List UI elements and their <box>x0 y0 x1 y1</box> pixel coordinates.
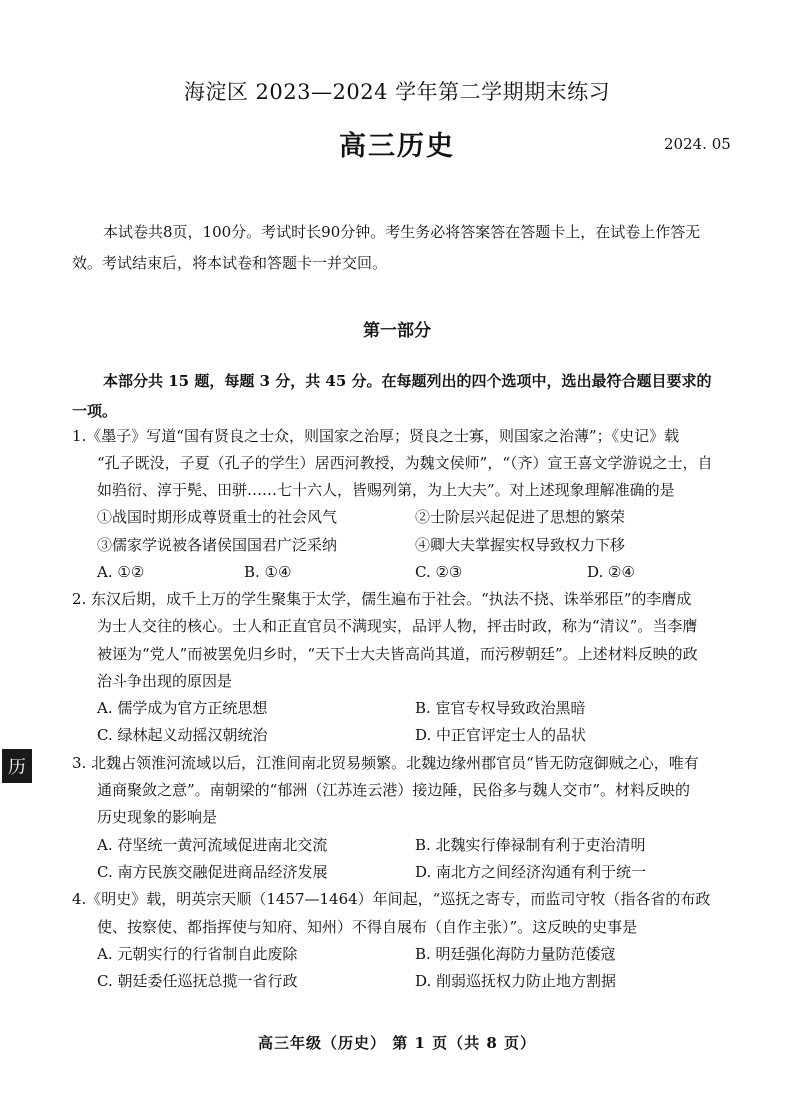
q1-option-b: B. ①④ <box>244 563 292 581</box>
q2-stem-line-4: 治斗争出现的原因是 <box>97 672 233 690</box>
section-title: 第一部分 <box>363 321 431 341</box>
q3-stem-line-3: 历史现象的影响是 <box>97 808 218 826</box>
q2-option-b: B. 宦官专权导致政治黑暗 <box>415 699 586 717</box>
q2-option-d: D. 中正官评定士人的品状 <box>415 726 587 744</box>
q2-stem-line-3: 被诬为“党人”而被罢免归乡时，“天下士大夫皆高尚其道，而污秽朝廷”。上述材料反映的政 <box>97 645 698 663</box>
q1-stem-line-1: 1.《墨子》写道“国有贤良之士众，则国家之治厚；贤良之士寡，则国家之治薄”；《史记》载 <box>72 427 680 445</box>
q1-statement-3: ③儒家学说被各诸侯国国君广泛采纳 <box>97 536 338 554</box>
q3-option-a: A. 苻坚统一黄河流域促进南北交流 <box>97 836 328 854</box>
q3-option-d: D. 南北方之间经济沟通有利于统一 <box>415 863 647 881</box>
q4-option-b: B. 明廷强化海防力量防范倭寇 <box>415 945 616 963</box>
q2-stem-line-1: 2. 东汉后期，成千上万的学生聚集于太学，儒生遍布于社会。“执法不挠、诛举邪臣”的李膺成 <box>72 590 692 608</box>
q1-option-d: D. ②④ <box>587 563 635 581</box>
q4-option-c: C. 朝廷委任巡抚总揽一省行政 <box>97 972 298 990</box>
q1-option-c: C. ②③ <box>415 563 463 581</box>
q3-option-c: C. 南方民族交融促进商品经济发展 <box>97 863 328 881</box>
intro-line-1: 本试卷共8页，100分。考试时长90分钟。考生务必将答案答在答题卡上，在试卷上作答无 <box>103 223 701 241</box>
q2-option-a: A. 儒学成为官方正统思想 <box>97 699 268 717</box>
exam-date: 2024. 05 <box>664 135 731 153</box>
q1-statement-1: ①战国时期形成尊贤重士的社会风气 <box>97 508 338 526</box>
q1-statement-4: ④卿大夫掌握实权导致权力下移 <box>415 536 626 554</box>
q3-option-b: B. 北魏实行俸禄制有利于吏治清明 <box>415 836 646 854</box>
q1-stem-line-3: 如驺衍、淳于髡、田骈……七十六人，皆赐列第，为上大夫”。对上述现象理解准确的是 <box>97 481 675 499</box>
q1-stem-line-2: “孔子既没，子夏（孔子的学生）居西河教授，为魏文侯师”，“（齐）宣王喜文学游说之士，自 <box>97 454 713 472</box>
section-instructions-line-1: 本部分共 15 题，每题 3 分，共 45 分。在每题列出的四个选项中，选出最符合题目要求的 <box>103 372 712 390</box>
q4-stem-line-2: 使、按察使、都指挥使与知府、知州）不得自展布（自作主张）”。这反映的史事是 <box>97 918 638 936</box>
subject-title: 高三历史 <box>339 131 455 162</box>
q4-stem-line-1: 4.《明史》载，明英宗天顺（1457—1464）年间起，“巡抚之寄专，而监司守牧（指各省的布政 <box>72 890 711 908</box>
q3-stem-line-1: 3. 北魏占领淮河流域以后，江淮间南北贸易频繁。北魏边缘州郡官员“皆无防寇御贼之心，唯有 <box>72 754 699 772</box>
q2-stem-line-2: 为士人交往的核心。士人和正直官员不满现实，品评人物，抨击时政，称为“清议”。当李膺 <box>97 617 698 635</box>
q2-option-c: C. 绿林起义动摇汉朝统治 <box>97 726 268 744</box>
page-footer: 高三年级（历史） 第 1 页（共 8 页） <box>258 1034 536 1052</box>
subject-side-tab: 历 <box>2 749 32 783</box>
q1-statement-2: ②士阶层兴起促进了思想的繁荣 <box>415 508 626 526</box>
q4-option-d: D. 削弱巡抚权力防止地方割据 <box>415 972 617 990</box>
exam-header-title: 海淀区 2023—2024 学年第二学期期末练习 <box>183 80 611 104</box>
q4-option-a: A. 元朝实行的行省制自此废除 <box>97 945 298 963</box>
intro-line-2: 效。考试结束后，将本试卷和答题卡一并交回。 <box>72 254 388 272</box>
q1-option-a: A. ①② <box>97 563 145 581</box>
section-instructions-line-2: 一项。 <box>72 402 118 420</box>
q3-stem-line-2: 通商聚敛之意”。南朝梁的“郁洲（江苏连云港）接边陲，民俗多与魏人交市”。材料反映的 <box>97 781 691 799</box>
